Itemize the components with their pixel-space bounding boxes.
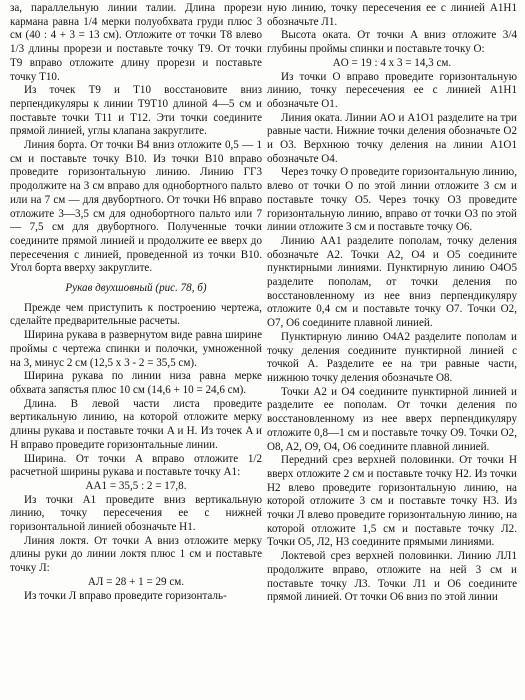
paragraph: Точки A2 и O4 соедините пунктирной линией и разделите ее пополам. От точки деления по восстановленному из нее вверх перпендикуляру отложите 0,8—1 см и поставьте точку O9. Точки O2, O8, A2, O9, O4, O6 соедините плавной линией. — [267, 385, 517, 453]
paragraph: Прежде чем приступить к построению чертежа, сделайте предварительные расчеты. — [10, 301, 262, 328]
paragraph: Пунктирную линию O4A2 разделите пополам и точку деления соедините пунктирной линией с точкой A. Разделите ее на три равные части, нижнюю точку деления обозначьте O8. — [267, 330, 517, 384]
formula-line: AA1 = 35,5 : 2 = 17,8. — [85, 479, 187, 492]
paragraph: ную линию, точку пересечения ее с линией A1H1 обозначьте Л1. — [267, 2, 517, 28]
paragraph: Из точки Л вправо проведите горизонталь- — [24, 589, 227, 602]
paragraph: Линия оката. Линии AO и A1O1 разделите на три равные части. Нижние точки деления обозначьте O2 и O3. Верхнюю точку деления на линии A1O1 обозначьте O4. — [267, 111, 517, 165]
paragraph: Из точек T9 и T10 восстановите вниз перпендикуляры к линии T9T10 длиной 4—5 см и поставьте точки T11 и T12. Эти точки соедините прямой линией, углы клапана закруглите. — [10, 84, 262, 138]
paragraph: Передний срез верхней половинки. От точки H вверх отложите 2 см и поставьте точку H2. Из точки H2 влево проведите горизонтальную линию, на которой отложите 3 см и поставьте точку H3. Из точки Л влево проведите горизонтальную линию, на которой отложите 1,5 см и поставьте точку Л2. Точки O5, Л2, H3 соедините прямыми линиями. — [267, 454, 517, 549]
paragraph: Линия локтя. От точки A вниз отложите мерку длины руки до линии локтя плюс 1 см и поставьте точку Л: — [10, 534, 262, 575]
paragraph: Ширина рукава в развернутом виде равна ширине проймы с чертежа спинки и полочки, умноженной на 3, минус 2 см (12,5 х 3 - 2 = 35,5 см). — [10, 329, 262, 369]
paragraph: Локтевой срез верхней половинки. Линию ЛЛ1 продолжите вправо, отложите на ней 3 см и поставьте точку Л3. Точки Л1 и O6 соедините прямой линией. От точки O6 вниз по этой линии — [267, 550, 517, 604]
left-text-column — [10, 2, 262, 698]
paragraph: Длина. В левой части листа проведите вертикальную линию, на которой отложите мерку длины рукава и поставьте точки A и H. Из точек A и H вправо проведите горизонтальные линии. — [10, 397, 262, 451]
paragraph: Линию AA1 разделите пополам, точку деления обозначьте A2. Точки A2, O4 и O5 соедините пунктирными линиями. Пунктирную линию O4O5 разделите пополам, от точки деления по восстановленному из нее вниз перпендикуляру отложите 0,4 см и поставьте точку O7. Точки O2, O7, O6 соедините плавной линией. — [267, 234, 517, 330]
paragraph: Из точки O вправо проведите горизонтальную линию, точку пересечения ее с линией A1H1 обозначьте O1. — [267, 70, 517, 110]
paragraph: Высота оката. От точки A вниз отложите 3/4 глубины проймы спинки и поставьте точку O: — [267, 29, 517, 56]
formula-line: AO = 19 : 4 x 3 = 14,3 см. — [332, 56, 452, 69]
paragraph: Через точку O проведите горизонтальную линию, влево от точки O по этой линии отложите 3 см и поставьте точку O5. Через точку O3 проведите горизонтальную линию, вправо от точки O3 по этой линии отложите 3 см и поставьте точку O6. — [267, 166, 517, 234]
right-text-column — [267, 2, 517, 698]
paragraph: за, параллельную линии талии. Длина прорези кармана равна 1/4 мерки полуобхвата груди плюс 3 см (40 : 4 + 3 = 13 см). Отложите от точки T8 влево 1/3 длины прорези и поставьте точку T9. От точки T9 вправо отложите длину прорези и поставьте точку T10. — [10, 2, 262, 83]
paragraph: Из точки A1 проведите вниз вертикальную линию, точку пересечения ее с нижней горизонтальной линией обозначьте H1. — [10, 493, 262, 534]
section-heading: Рукав двухшовный (рис. 78, б) — [65, 282, 207, 295]
formula-line: АЛ = 28 + 1 = 29 см. — [87, 575, 185, 588]
paragraph: Ширина. От точки A вправо отложите 1/2 расчетной ширины рукава и поставьте точку A1: — [10, 452, 262, 479]
paragraph: Линия борта. От точки B4 вниз отложите 0,5 — 1 см и поставьте точку B10. Из точки B10 вправо проведите горизонтальную линию. Линию ГГ3 продолжите на 3 см вправо для однобортного пальто или на 7 см — для двубортного. От точки H6 вправо отложите 3—3,5 см для однобортного пальто или 7 — 7,5 см для двубортного. Полученные точки соедините прямой линией и продолжите ее вверх до пересечения с линией, проведенной из точки B10. Угол борта вверху закруглите. — [10, 139, 262, 275]
paragraph: Ширина рукава по линии низа равна мерке обхвата запястья плюс 10 см (14,6 + 10 = 24,6 см). — [10, 370, 262, 396]
